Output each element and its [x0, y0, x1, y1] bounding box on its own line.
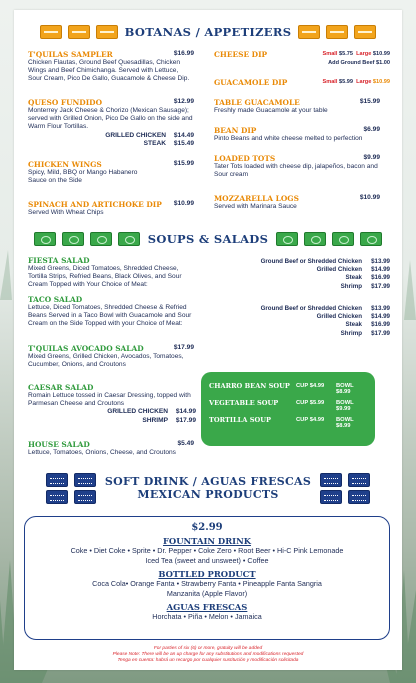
item-name: T'QUILAS SAMPLER [28, 50, 113, 59]
section-title: SOFT DRINK / AGUAS FRESCAS [104, 475, 312, 488]
papel-picado-icon [326, 25, 348, 39]
item-desc: Mixed Greens, Diced Tomatoes, Shredded Cheese, Tortilla Strips, Refried Beans, Black Olives, and Sour Cream Topped with Your Choice of Meat: [28, 265, 182, 289]
papel-picado-icon [40, 25, 62, 39]
footer-notes: For parties of six (6) or more, gratuity will be added Please Note: There will be an up charge for any substitutions and modifications requested Tenga en cuenta: habrá un recargo por cualquier sustitución y modificación solicitada [112, 646, 304, 663]
papel-picado-icon [74, 473, 96, 487]
papel-picado-icon [276, 232, 298, 246]
menu-item: GUACAMOLE DIP Small $5.99 Large $10.99 [214, 78, 390, 87]
fountain-list: Coke • Diet Coke • Sprite • Dr. Pepper • Coke Zero • Root Beer • Hi-C Pink Lemonade [70, 546, 344, 555]
menu-item: CHEESE DIP Small $5.75 Large $10.99 Add Ground Beef $1.00 [214, 50, 390, 66]
papel-picado-icon [34, 232, 56, 246]
item-name: LOADED TOTS [214, 154, 276, 163]
soup-row: CHARRO BEAN SOUP CUP $4.99 BOWL $8.99 [209, 382, 354, 395]
papel-picado-icon [332, 232, 354, 246]
item-price: $17.99 [173, 344, 194, 351]
item-name: FIESTA SALAD [28, 256, 90, 265]
item-price: $5.49 [177, 440, 194, 447]
item-desc: Served With Wheat Chips [28, 209, 104, 216]
menu-item: CAESAR SALAD Romain Lettuce tossed in Caesar Dressing, topped with Parmesan Cheese and Croutons GRILLED CHICKEN $14.99 SHRIMP $17.99 [28, 383, 196, 424]
menu-item [28, 440, 194, 457]
papel-picado-icon [320, 490, 342, 504]
fountain-list: Iced Tea (sweet and unsweet) • Coffee [145, 556, 269, 565]
item-desc: Freshly made Guacamole at your table [214, 107, 328, 114]
menu-item [28, 295, 198, 329]
soup-row: VEGETABLE SOUP CUP $5.99 BOWL $9.99 [209, 399, 354, 412]
menu-item [28, 50, 194, 84]
item-desc: Monterrey Jack Cheese & Chorizo (Mexican Sausage); served with Grilled Onion, Pico De Gallo on the side and Warm Flour Tortillas. [28, 107, 193, 131]
section-title: BOTANAS / APPETIZERS [124, 25, 292, 39]
item-name: CAESAR SALAD [28, 383, 94, 392]
menu-item: QUESO FUNDIDO $12.99 Monterrey Jack Cheese & Chorizo (Mexican Sausage); served with Grilled Onion, Pico De Gallo on the side and Warm Flour Tortillas. GRILLED CHICKEN $14.49 STEAK $15.49 [28, 98, 194, 147]
papel-picado-icon [320, 473, 342, 487]
menu-item [214, 194, 380, 211]
item-desc: Lettuce, Diced Tomatoes, Shredded Cheese & Refried Beans Served in a Taco Bowl with Guacamole and Sour Cream on the Side Topped with your Choice of Meat: [28, 304, 192, 328]
meat-price-list: Ground Beef or Shredded Chicken $13.99 Grilled Chicken $14.99 Steak $16.99 Shrimp $17.99 [260, 305, 390, 337]
papel-picado-icon [360, 232, 382, 246]
section-subtitle: MEXICAN PRODUCTS [137, 488, 279, 501]
item-desc: Tater Tots loaded with cheese dip, jalapeños, bacon and Sour cream [214, 163, 378, 179]
item-desc: Chicken Flautas, Ground Beef Quesadillas, Chicken Wings and Beef Chimichanga. Served with Lettuce, Sour Cream, Pico De Gallo, Guacamole & Cheese Dip. [28, 59, 190, 83]
bottled-title: BOTTLED PRODUCT [158, 569, 256, 579]
menu-sheet [14, 10, 402, 670]
item-price: $15.99 [173, 160, 194, 167]
menu-item [28, 200, 194, 217]
item-name: GUACAMOLE DIP [214, 78, 288, 87]
item-name: BEAN DIP [214, 126, 257, 135]
item-name: T'QUILAS AVOCADO SALAD [28, 344, 144, 353]
item-name: MOZZARELLA LOGS [214, 194, 299, 203]
drinks-box [24, 516, 390, 640]
menu-item [28, 160, 194, 185]
menu-item [28, 344, 194, 369]
papel-picado-icon [298, 25, 320, 39]
menu-item [214, 126, 380, 143]
drinks-price: $2.99 [191, 522, 223, 533]
item-name: HOUSE SALAD [28, 440, 90, 449]
item-price: $12.99 [173, 98, 194, 105]
soups-box [201, 372, 375, 446]
papel-picado-icon [348, 490, 370, 504]
item-name: QUESO FUNDIDO [28, 98, 103, 107]
papel-picado-icon [68, 25, 90, 39]
item-name: TACO SALAD [28, 295, 83, 304]
papel-picado-icon [46, 490, 68, 504]
botanas-header [14, 24, 402, 40]
item-name: CHICKEN WINGS [28, 160, 102, 169]
meat-price-list: Ground Beef or Shredded Chicken $13.99 Grilled Chicken $14.99 Steak $16.99 Shrimp $17.99 [260, 258, 390, 290]
bottled-list: Manzanita (Apple Flavor) [166, 589, 248, 598]
item-name: SPINACH AND ARTICHOKE DIP [28, 200, 162, 209]
papel-picado-icon [118, 232, 140, 246]
papel-picado-icon [74, 490, 96, 504]
papel-picado-icon [96, 25, 118, 39]
aguas-list: Horchata • Piña • Melon • Jamaica [152, 612, 262, 621]
item-desc: Spicy, Mild, BBQ or Mango Habanero Sauce on the Side [28, 169, 138, 185]
item-desc: Romain Lettuce tossed in Caesar Dressing, topped with Parmesan Cheese and Croutons [28, 392, 191, 408]
item-desc: Served with Marinara Sauce [214, 203, 297, 210]
item-price: $15.99 [359, 98, 380, 105]
item-desc: Lettuce, Tomatoes, Onions, Cheese, and Croutons [28, 449, 176, 456]
section-title: SOUPS & SALADS [147, 232, 269, 246]
fountain-title: FOUNTAIN DRINK [162, 536, 252, 546]
item-price: $9.99 [363, 154, 380, 161]
item-desc: Mixed Greens, Grilled Chicken, Avocados, Tomatoes, Cucumber, Onions, and Croutons [28, 353, 184, 369]
item-price: $6.99 [363, 126, 380, 133]
papel-picado-icon [46, 473, 68, 487]
menu-item [28, 256, 198, 290]
menu-item [214, 154, 380, 179]
item-price: $16.99 [173, 50, 194, 57]
menu-item [214, 98, 380, 115]
papel-picado-icon [90, 232, 112, 246]
item-price: $10.99 [359, 194, 380, 201]
soups-header [14, 230, 402, 248]
papel-picado-icon [62, 232, 84, 246]
aguas-title: AGUAS FRESCAS [166, 602, 248, 612]
item-price: $10.99 [173, 200, 194, 207]
soup-row: TORTILLA SOUP CUP $4.99 BOWL $8.99 [209, 416, 354, 429]
item-name: TABLE GUACAMOLE [214, 98, 300, 107]
papel-picado-icon [304, 232, 326, 246]
drinks-header [14, 472, 402, 504]
papel-picado-icon [354, 25, 376, 39]
item-desc: Pinto Beans and white cheese melted to perfection [214, 135, 363, 142]
bottled-list: Coca Cola• Orange Fanta • Strawberry Fanta • Pineapple Fanta Sangria [92, 579, 322, 588]
item-name: CHEESE DIP [214, 50, 268, 59]
papel-picado-icon [348, 473, 370, 487]
